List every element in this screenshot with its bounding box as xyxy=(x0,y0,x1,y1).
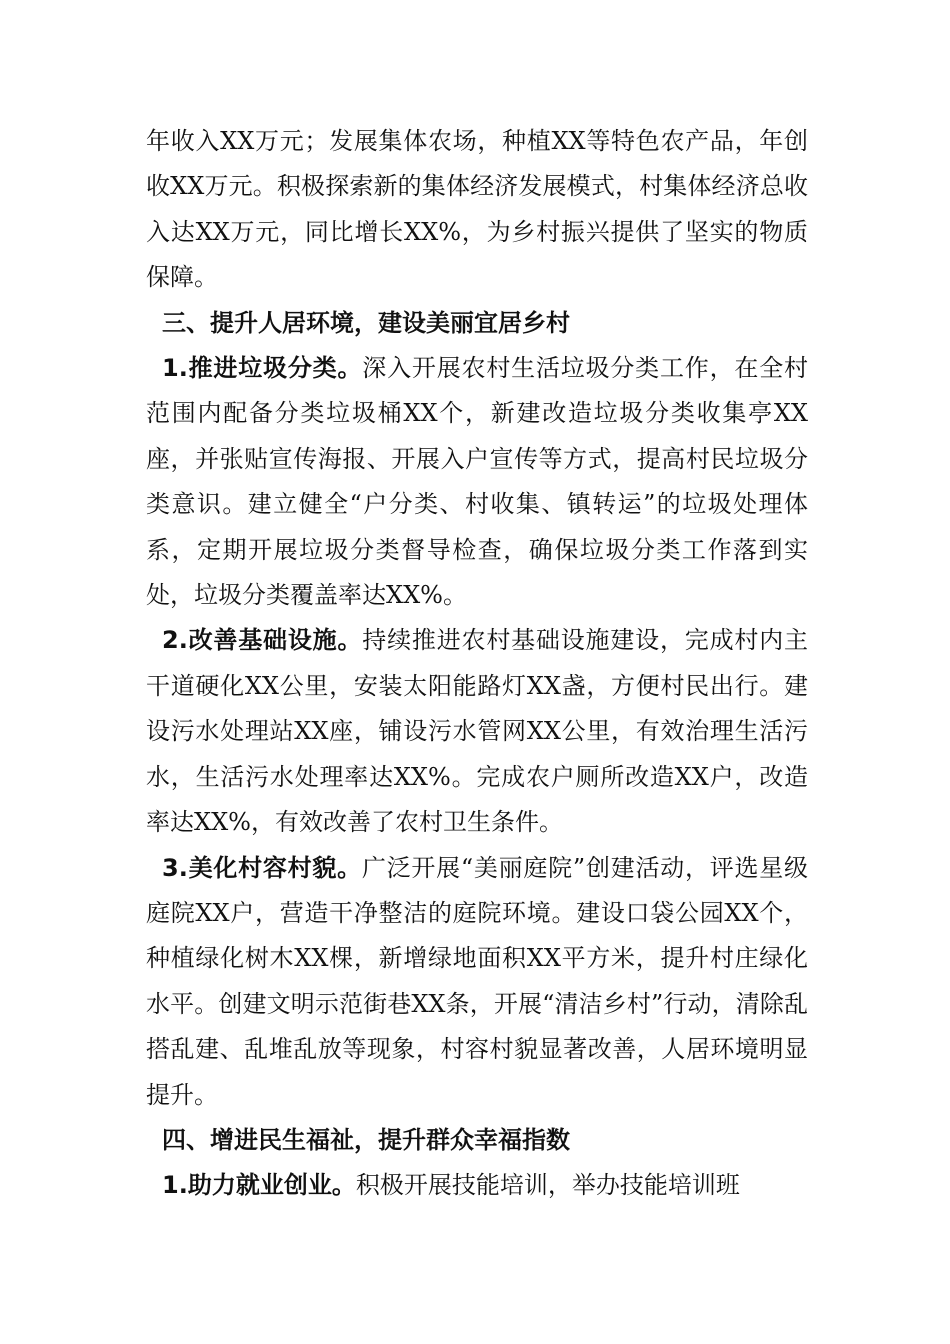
item-lead: 3.美化村容村貌。 xyxy=(162,853,362,882)
paragraph-collective-economy xyxy=(146,119,808,301)
item-lead: 1.推进垃圾分类。 xyxy=(162,354,363,383)
section-heading-4: 四、增进民生福祉，提升群众幸福指数 xyxy=(162,1125,570,1154)
item-employment xyxy=(146,1163,808,1208)
section-heading-3: 三、提升人居环境，建设美丽宜居乡村 xyxy=(162,308,570,337)
item-garbage-sorting xyxy=(146,346,808,618)
item-text: 广泛开展“美丽庭院”创建活动，评选星级庭院XX户，营造干净整洁的庭院环境。建设口袋公园XX个，种植绿化树木XX棵，新增绿地面积XX平方米，提升村庄绿化水平。创建文明示范街巷XX条，开展“清洁乡村”行动，清除乱搭乱建、乱堆乱放等现象，村容村貌显著改善，人居环境明显提升。 xyxy=(146,853,808,1109)
document-page xyxy=(146,119,808,1209)
item-village-appearance xyxy=(146,846,808,1118)
item-lead: 1.助力就业创业。 xyxy=(162,1171,356,1200)
item-text: 深入开展农村生活垃圾分类工作，在全村范围内配备分类垃圾桶XX个，新建改造垃圾分类收集亭XX座，并张贴宣传海报、开展入户宣传等方式，提高村民垃圾分类意识。建立健全“户分类、村收集、镇转运”的垃圾处理体系，定期开展垃圾分类督导检查，确保垃圾分类工作落到实处，垃圾分类覆盖率达XX%。 xyxy=(146,354,808,610)
paragraph-text: 年收入XX万元；发展集体农场，种植XX等特色农产品，年创收XX万元。积极探索新的集体经济发展模式，村集体经济总收入达XX万元，同比增长XX%，为乡村振兴提供了坚实的物质保障。 xyxy=(146,127,808,292)
item-lead: 2.改善基础设施。 xyxy=(162,626,363,655)
item-text: 持续推进农村基础设施建设，完成村内主干道硬化XX公里，安装太阳能路灯XX盏，方便村民出行。建设污水处理站XX座，铺设污水管网XX公里，有效治理生活污水，生活污水处理率达XX%。完成农户厕所改造XX户，改造率达XX%，有效改善了农村卫生条件。 xyxy=(146,626,808,837)
item-infrastructure xyxy=(146,618,808,845)
item-text: 积极开展技能培训，举办技能培训班 xyxy=(355,1171,740,1200)
